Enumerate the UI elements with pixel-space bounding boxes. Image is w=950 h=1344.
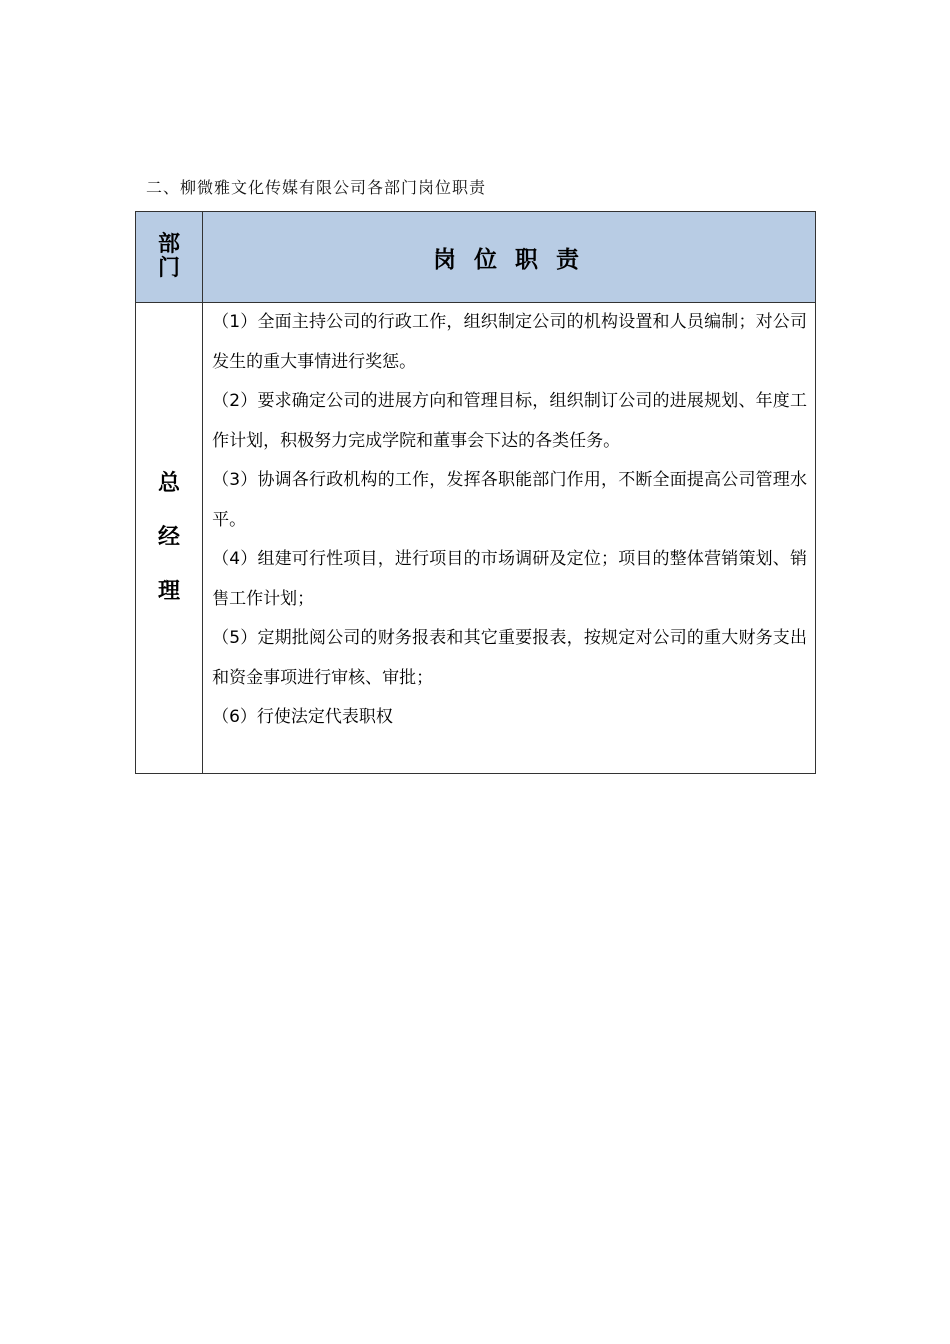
table-header-row (136, 212, 816, 303)
duty-item: （1）全面主持公司的行政工作，组织制定公司的机构设置和人员编制；对公司发生的重大事情进行奖惩。 (212, 312, 807, 372)
duty-item: （5）定期批阅公司的财务报表和其它重要报表，按规定对公司的重大财务支出和资金事项进行审核、审批； (212, 628, 807, 688)
duties-column-header: 岗位职责 (203, 212, 816, 303)
page-heading: 二、柳微雅文化传媒有限公司各部门岗位职责 (146, 178, 487, 197)
department-header-char: 部 (158, 232, 181, 257)
duties-cell (203, 303, 816, 774)
duty-item: （3）协调各行政机构的工作，发挥各职能部门作用，不断全面提高公司管理水平。 (212, 470, 807, 530)
department-header-char: 门 (158, 256, 181, 281)
department-char: 经 (158, 525, 181, 550)
department-char: 理 (158, 579, 181, 604)
duty-item: （2）要求确定公司的进展方向和管理目标，组织制订公司的进展规划、年度工作计划，积极努力完成学院和董事会下达的各类任务。 (212, 391, 807, 451)
department-column-header (136, 212, 203, 303)
department-cell (136, 303, 203, 774)
department-char: 总 (158, 471, 181, 496)
duty-table (135, 211, 816, 774)
duty-item: （4）组建可行性项目，进行项目的市场调研及定位；项目的整体营销策划、销售工作计划； (212, 549, 807, 609)
duty-item: （6）行使法定代表职权 (212, 707, 393, 727)
table-row (136, 303, 816, 774)
